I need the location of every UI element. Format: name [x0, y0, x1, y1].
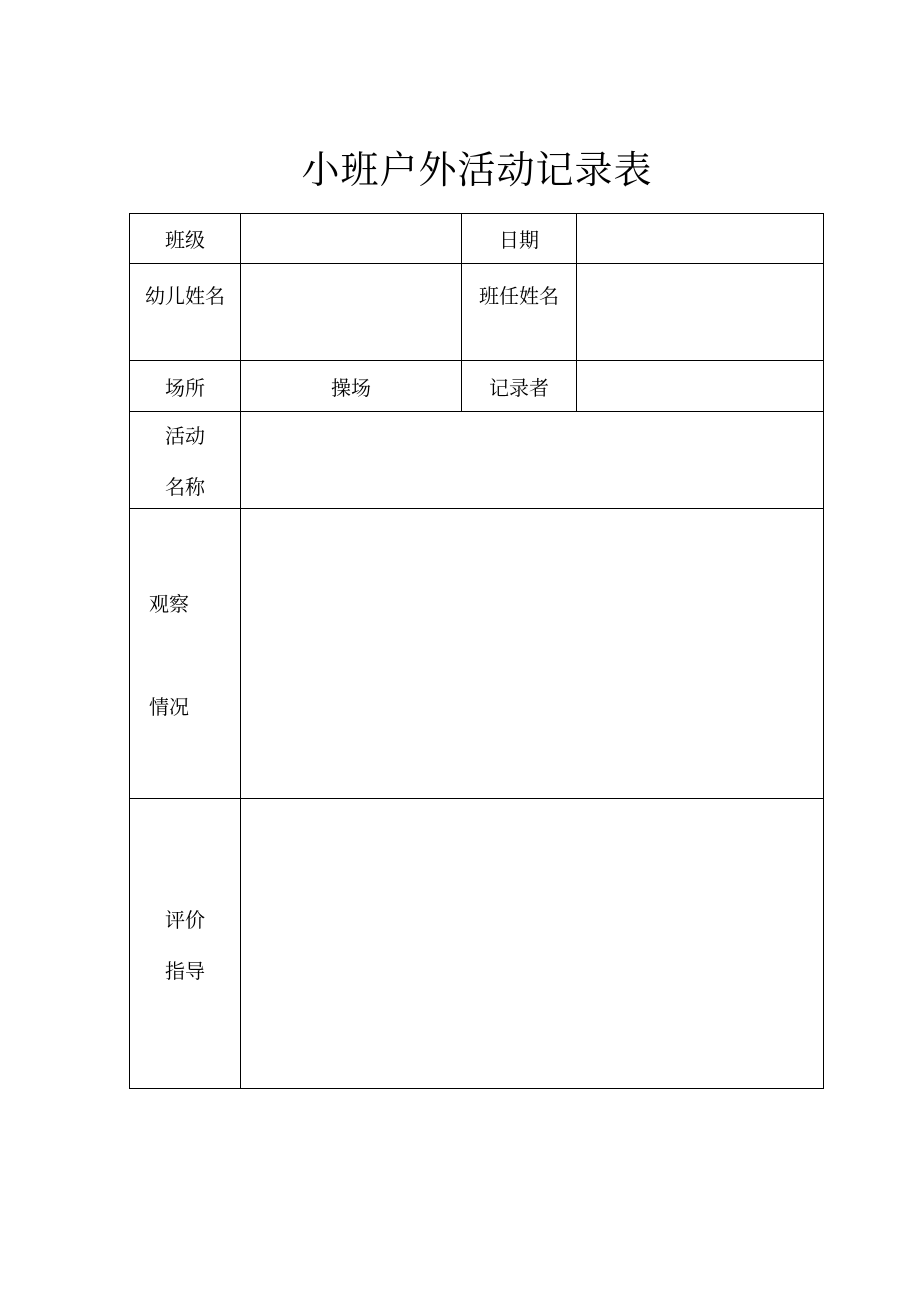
class-label: 班级 [130, 214, 241, 264]
activity-name-field[interactable] [241, 412, 824, 509]
activity-name-label [130, 412, 241, 509]
observation-label-line1: 观察 [149, 591, 189, 616]
observation-field[interactable] [241, 509, 824, 799]
evaluation-field[interactable] [241, 799, 824, 1089]
evaluation-label-line2: 指导 [165, 958, 205, 983]
child-name-label: 幼儿姓名 [130, 264, 241, 361]
class-field[interactable] [241, 214, 462, 264]
teacher-name-label: 班任姓名 [462, 264, 577, 361]
evaluation-label-line1: 评价 [165, 907, 205, 932]
observation-label-line2: 情况 [149, 694, 189, 719]
page-title: 小班户外活动记录表 [301, 148, 653, 192]
recorder-label: 记录者 [462, 361, 577, 412]
activity-name-label-line1: 活动 [165, 424, 205, 448]
teacher-name-field[interactable] [577, 264, 824, 361]
recorder-field[interactable] [577, 361, 824, 412]
venue-label: 场所 [130, 361, 241, 412]
activity-name-label-line2: 名称 [165, 475, 205, 499]
observation-label [130, 509, 241, 799]
activity-record-form [129, 213, 824, 1089]
venue-field[interactable]: 操场 [241, 361, 462, 412]
date-label: 日期 [462, 214, 577, 264]
child-name-field[interactable] [241, 264, 462, 361]
evaluation-label [130, 799, 241, 1089]
date-field[interactable] [577, 214, 824, 264]
